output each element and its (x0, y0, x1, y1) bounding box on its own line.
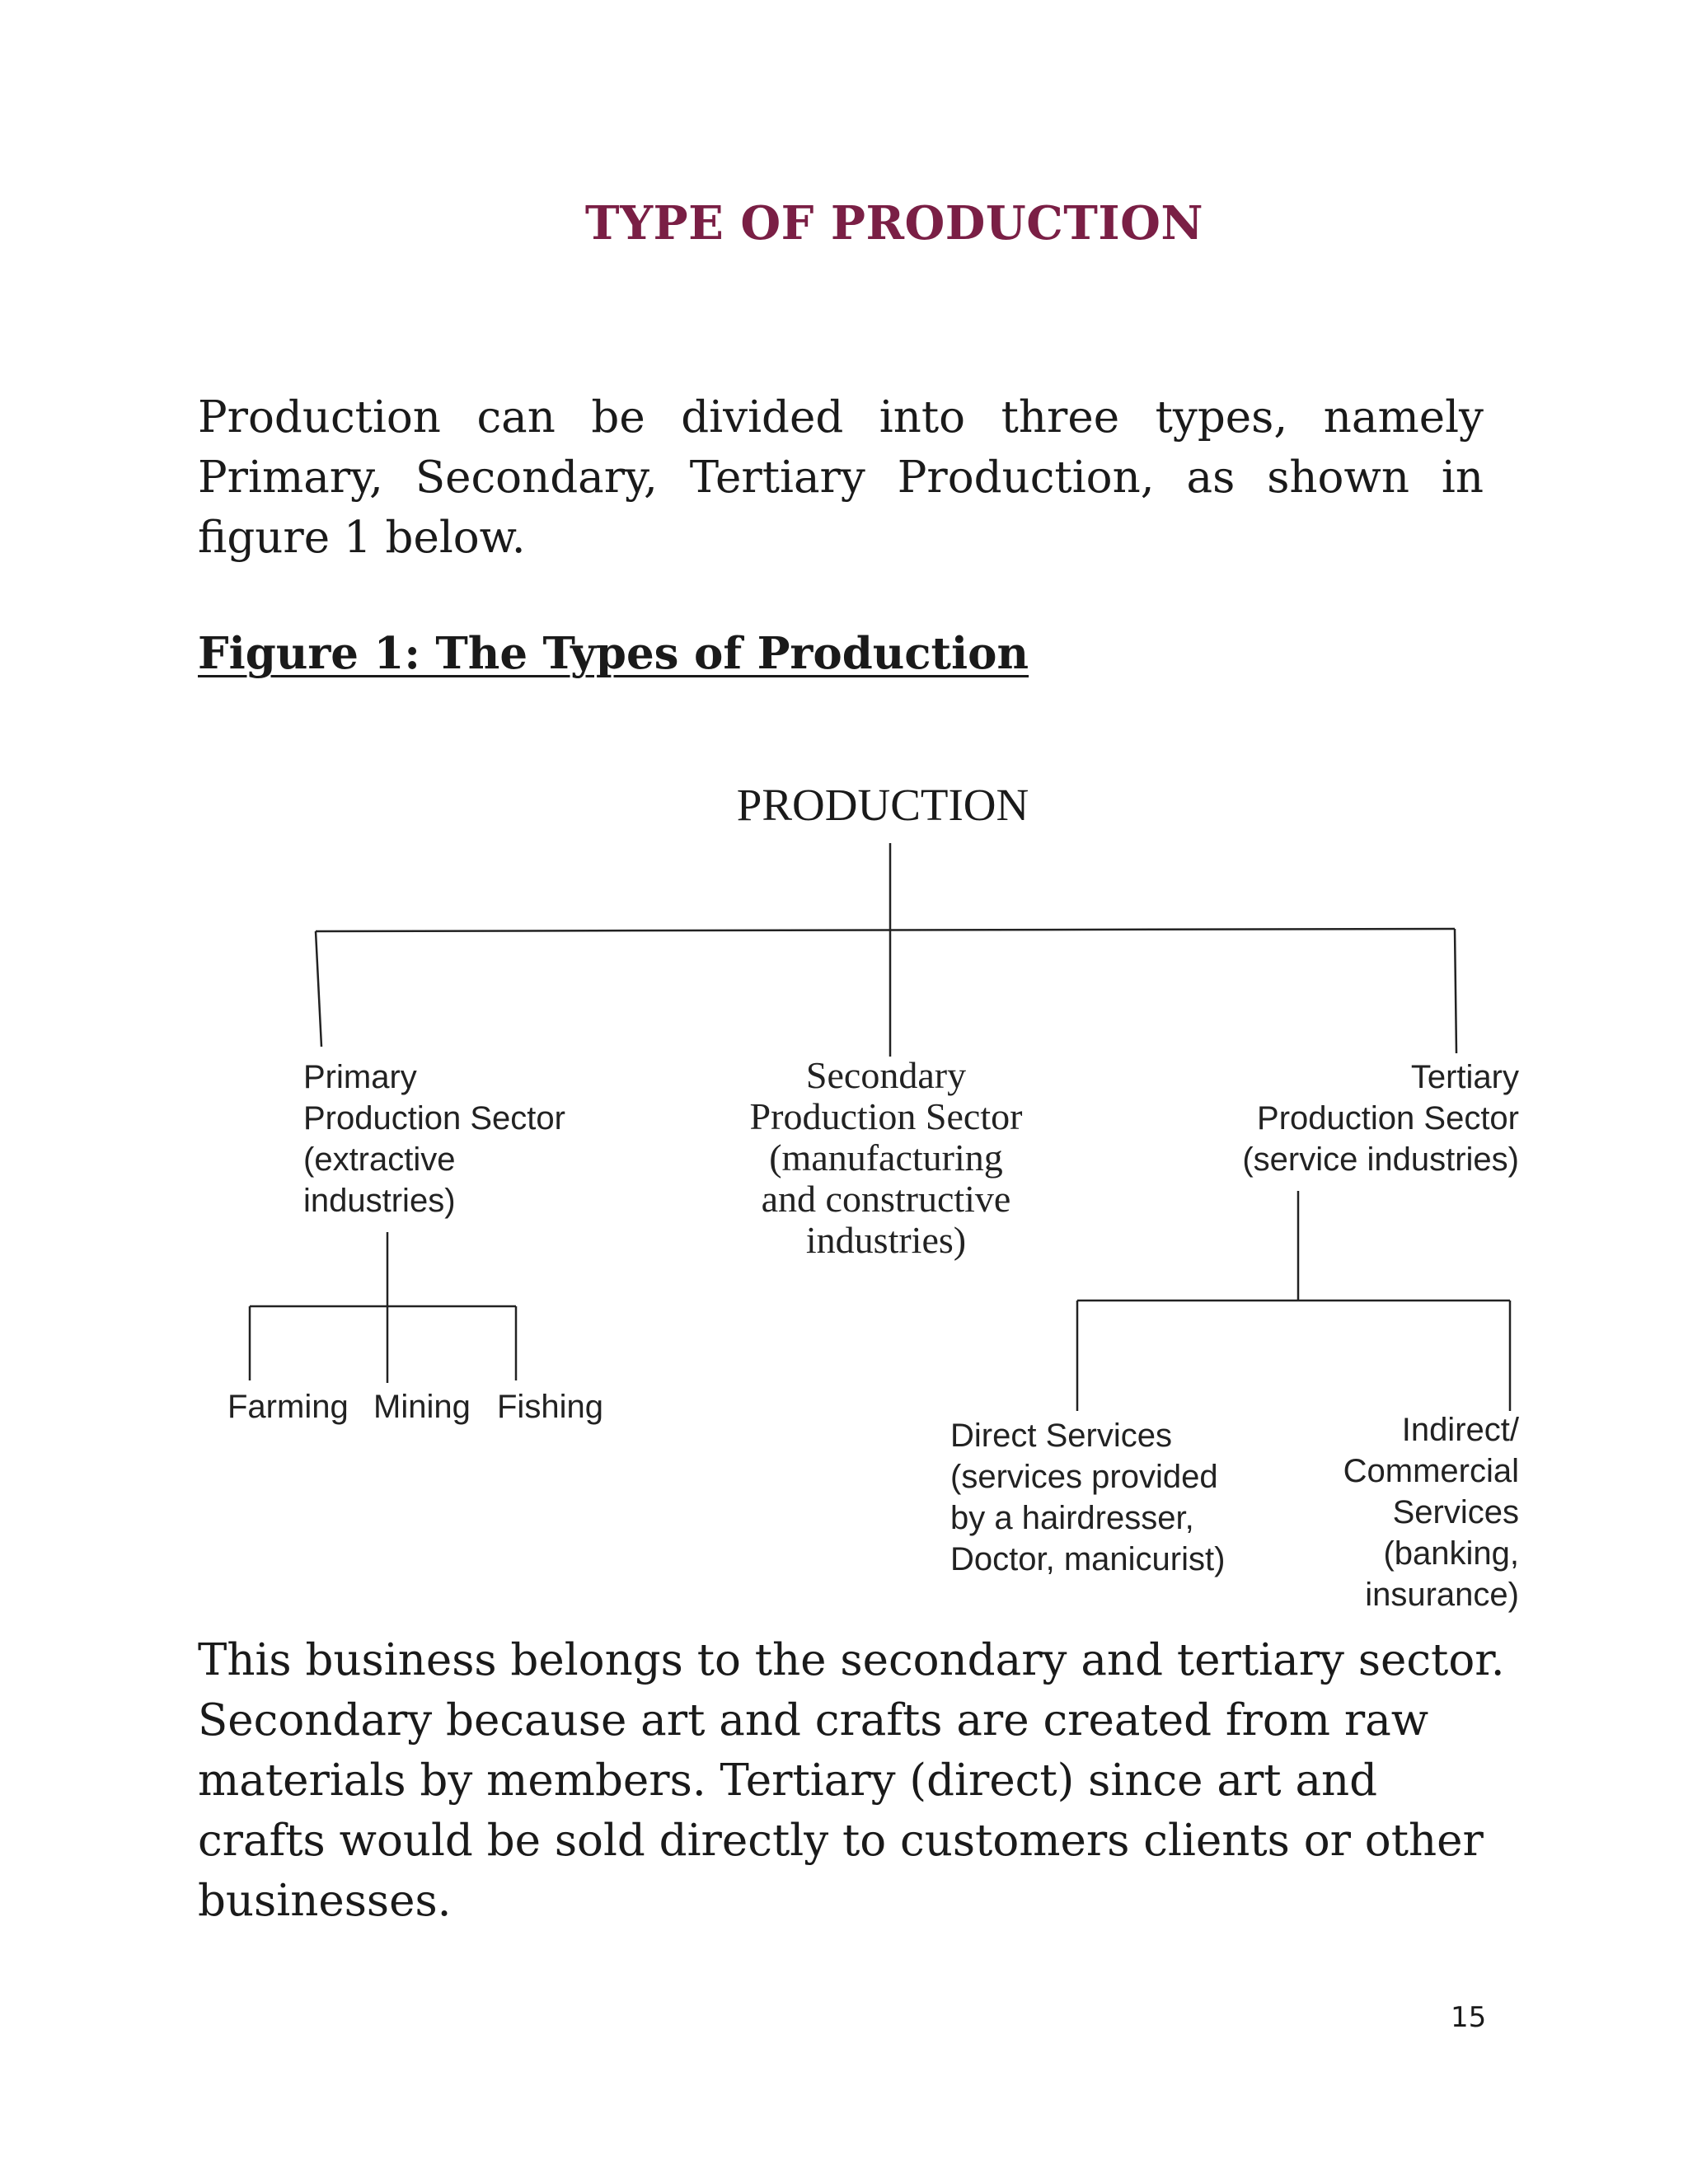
intro-paragraph: Production can be divided into three types, namely Primary, Secondary, Tertiary Production, as shown in figure 1 below. (198, 392, 1484, 563)
closing-paragraph: This business belongs to the secondary and tertiary sector. Secondary because art and crafts are created from raw materials by members. Tertiary (direct) since art and crafts would be sold directly to customers clients or other businesses. (198, 1635, 1505, 1926)
primary-child-fishing: Fishing (497, 1389, 603, 1425)
indirect-services-label: Indirect/ Commercial Services (banking, insurance) (1343, 1412, 1519, 1613)
page-title: TYPE OF PRODUCTION (584, 196, 1204, 251)
direct-services-label: Direct Services (services provided by a hairdresser, Doctor, manicurist) (950, 1418, 1226, 1577)
tree-root-label: PRODUCTION (736, 780, 1029, 830)
primary-child-farming: Farming (227, 1389, 349, 1425)
secondary-sector-label: Secondary Production Sector (manufacturing and constructive industries) (749, 1054, 1023, 1261)
page-number: 15 (1451, 2001, 1487, 2034)
figure-caption: Figure 1: The Types of Production (198, 628, 1029, 679)
primary-child-mining: Mining (373, 1389, 471, 1425)
primary-sector-label: Primary Production Sector (extractive industries) (303, 1059, 565, 1219)
tertiary-sector-label: Tertiary Production Sector (service industries) (1242, 1059, 1519, 1178)
